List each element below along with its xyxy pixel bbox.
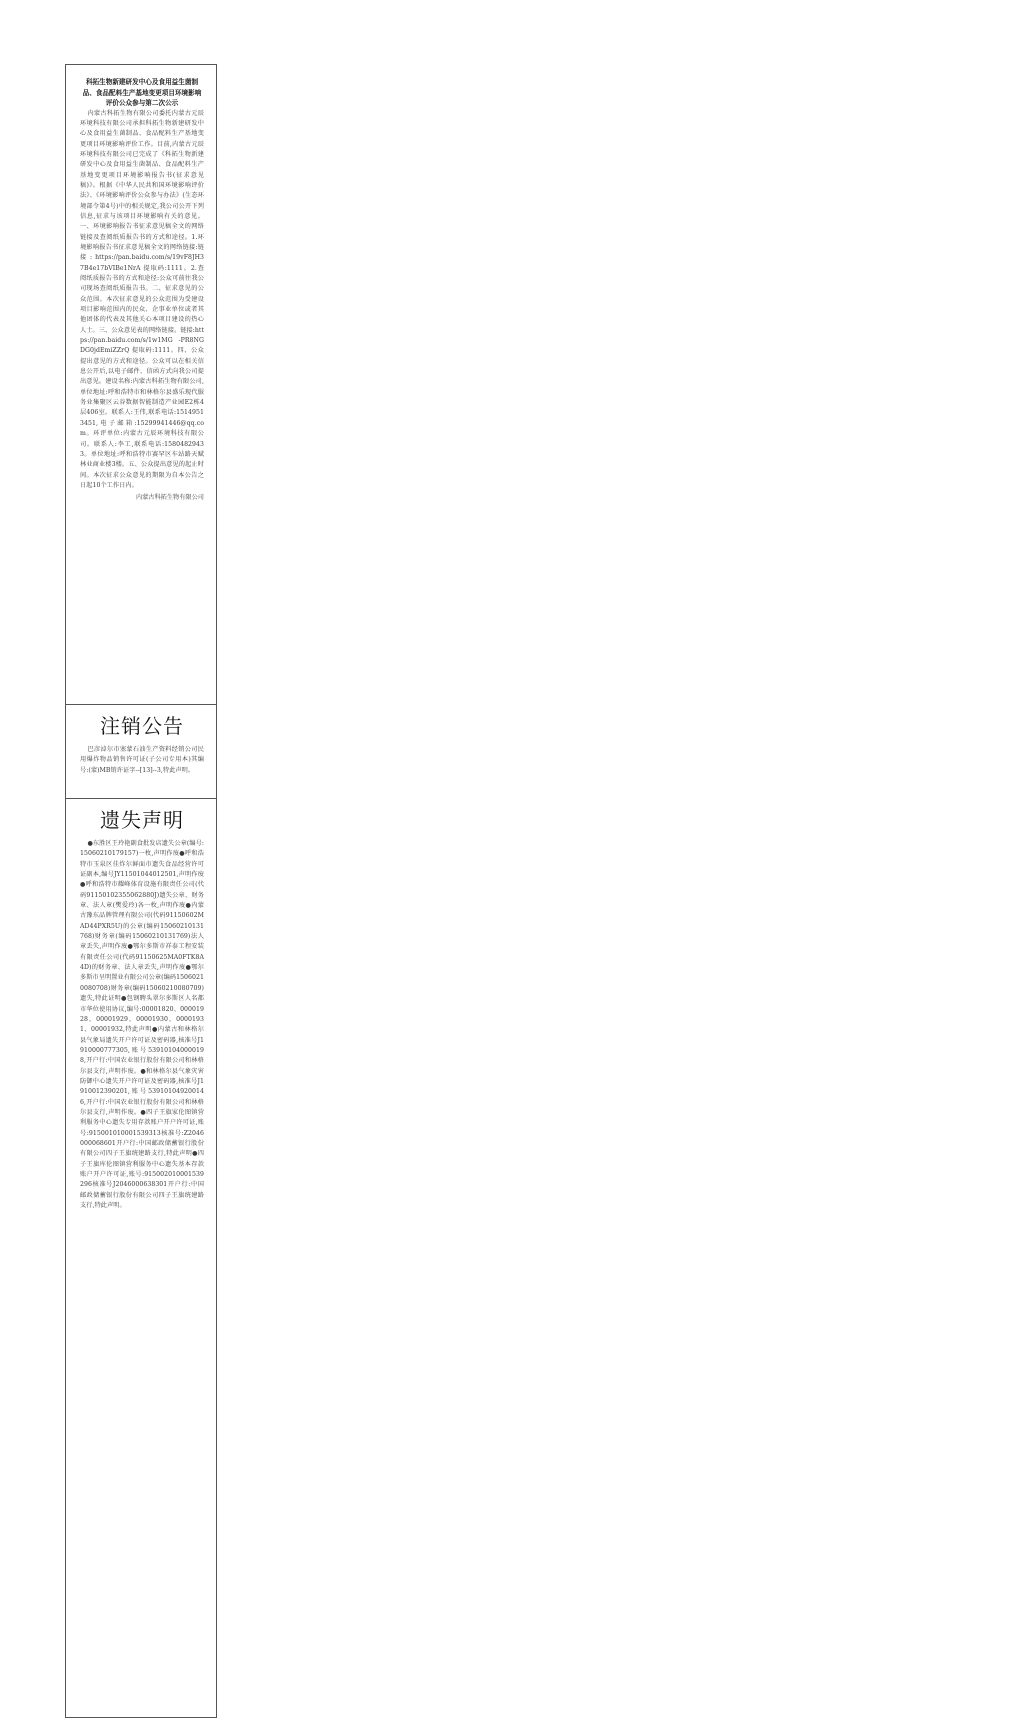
classified-ad-column (65, 64, 217, 1718)
eia-public-notice (66, 65, 216, 504)
eia-notice-body: 内蒙古科拓生物有限公司委托内蒙古元辰环境科技有限公司承担科拓生物新建研发中心及食用益生菌制品、食品配料生产基地变更项目环境影响评价工作。目前,内蒙古元辰环境科技有限公司已完成了《科拓生物新建研发中心及食用益生菌制品、食品配料生产基地变更项目环境影响报告书(征求意见稿)》。根据《中华人民共和国环境影响评价法》、《环境影响评价公众参与办法》(生态环境部令第4号)中的相关规定,我公司公开下列信息,征求与该项目环境影响有关的意见。一、环境影响报告书征求意见稿全文的网络链接及查阅纸质报告书的方式和途径。1.环境影响报告书征求意见稿全文的网络链接:链 接 : https://pan.baidu.com/s/19vF8JH37B4e17bVIBe1NrA 提取码:1111。2.查阅纸质报告书的方式和途径:公众可前往我公司现场查阅纸质报告书。二、征求意见的公众范围。本次征求意见的公众范围为受建设项目影响范围内的民众、企事业单位或者其他团体的代表及其他关心本项目建设的热心人士。三、公众意见表的网络链接。链接:https://pan.baidu.com/s/1w1MG -PR8NGDG0jdEmiZZrQ 提取码:1111。四、公众提出意见的方式和途径。公众可以在相关信息公开后,以电子邮件、信函方式向我公司提出意见。建设名称:内蒙古科拓生物有限公司,单位地址:呼和浩特市和林格尔县盛乐现代服务业集聚区云谷数据智能制造产业园E2栋4层406室。联系人:王伟,联系电话:15149513451,电子邮箱:15299941446@qq.com。环评单位:内蒙古元辰环境科技有限公司。联系人:李工,联系电话:15804829433。单位地址:呼和浩特市赛罕区车站路天赋林业商业楼3楼。五、公众提出意见的起止时间。本次征求公众意见的期限为自本公告之日起10个工作日内。 (80, 109, 204, 489)
cancellation-notice-body: 巴彦淖尔市塞蒙石油生产资料经销公司民用爆炸物品销售许可证(子公司专用本)其编号:(蒙)MB销许证字--[13]--3,特此声明。 (80, 746, 204, 774)
loss-declaration-title: 遗失声明 (100, 808, 184, 832)
cancellation-notice-title: 注销公告 (100, 714, 184, 738)
section-divider (66, 798, 216, 799)
eia-notice-signature: 内蒙古科拓生物有限公司 (135, 494, 204, 502)
loss-declaration-body: ●东胜区王玲艳副食批发店遗失公章(编号:15060210179157)一枚,声明作废●呼和浩特市玉泉区佳炸尔鲜面市遗失食品经营许可证副本,编号JY11501044012501,声明作废●呼和浩特市耀峰体育设施有限责任公司(代码91150102355062880J)遗失公章、财务章、法人章(樊爱玲)各一枚,声明作废●内蒙古豫东品牌管理有限公司(代码91150602MAD44PXR5U)的公章(编码15060210131768)财务章(编码15060210131769)法人章丢失,声明作废●鄂尔多斯市祥泰工程安装有限责任公司(代码91150625MA0FTK8A4D)的财务章、法人章丢失,声明作废●鄂尔多斯市呈明置业有限公司公章(编码15060210080708)财务章(编码15060210080709)遗失,特此证明●包钢聘头翠尔多斯区人名都市华位使用协议,编号:00001820、00001928、00001929、00001930、00001931、00001932,特此声明●内蒙古和林格尔县气象局遗失开户许可证及密码器,核准号J1910000777305,账号539101040000198,开户行:中国农业银行股份有限公司和林格尔县支行,声明作废。●和林格尔县气象灾害防御中心遗失开户许可证及密码器,核准号J1910012390201,账号539101049200146,开户行:中国农业银行股份有限公司和林格尔县支行,声明作废。●四子王旗家伦图镇营利服务中心遗失专用存款账户开户许可证,账号:915001010001539313核准号:Z2046000068601开户行:中国邮政储蓄银行股份有限公司四子王旗统建路支行,特此声明●四子王旗库伦图镇营利服务中心遗失基本存款账户开户许可证,账号:915002010001539296核准号J2046000638301开户行:中国邮政储蓄银行股份有限公司四子王旗统建路支行,特此声明。 (80, 840, 204, 1210)
cancellation-notice (66, 713, 216, 776)
eia-notice-title: 科拓生物新建研发中心及食用益生菌制品、食品配料生产基地变更项目环境影响评价公众参与第二次公示 (82, 78, 202, 107)
section-divider (66, 704, 216, 705)
loss-declaration (66, 807, 216, 1211)
